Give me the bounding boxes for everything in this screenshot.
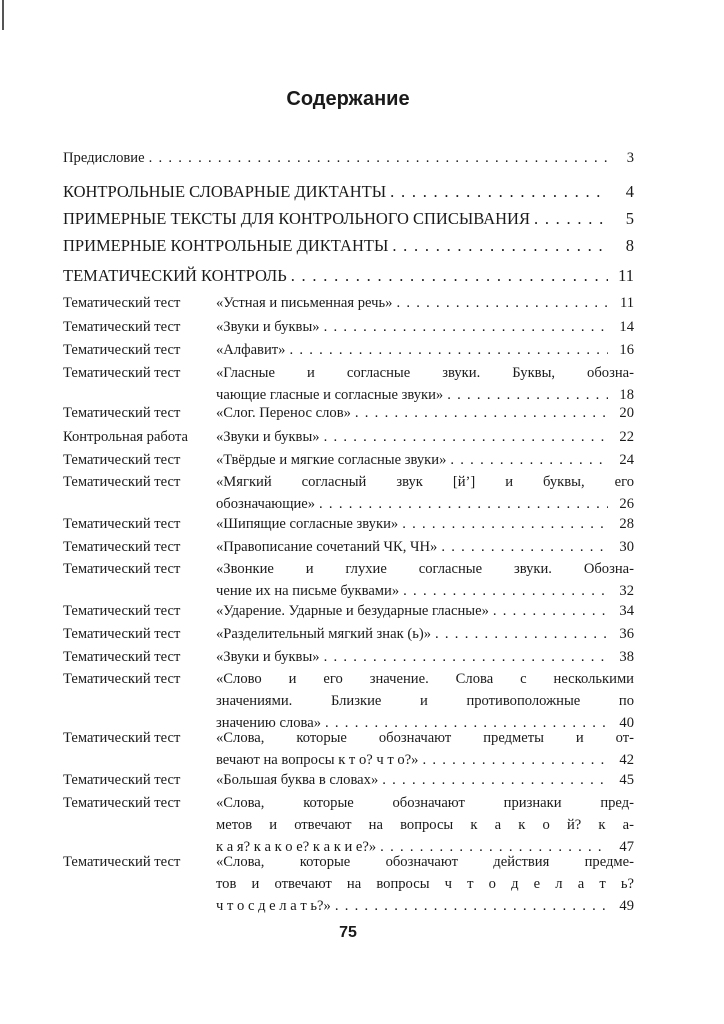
toc-entry-title: значениями. Близкие и противоположные по: [216, 693, 634, 709]
toc-entry-page: 3: [626, 150, 634, 166]
toc-entry-title: вечают на вопросы к т о? ч т о?»: [216, 752, 419, 768]
toc-entry-line[interactable]: [216, 402, 634, 424]
toc-entry-line[interactable]: [216, 814, 634, 836]
toc-entry-type: Тематический тест: [63, 854, 181, 870]
toc-entry-type: Тематический тест: [63, 295, 181, 311]
toc-entry-title: «Устная и письменная речь»: [216, 295, 393, 311]
toc-entry-page: 20: [619, 405, 634, 421]
toc-entry[interactable]: [63, 265, 634, 287]
toc-entry-page: 47: [619, 839, 634, 855]
toc-entry-type: Тематический тест: [63, 474, 181, 490]
dot-leader: [351, 402, 608, 424]
toc-entry-title: «Слово и его значение. Слова с несколькими: [216, 671, 634, 687]
dot-leader: [399, 580, 608, 602]
scan-edge-mark: [2, 0, 4, 30]
toc-entry-title: чение их на письме буквами»: [216, 583, 400, 599]
dot-leader: [437, 536, 608, 558]
toc-entry-page: 38: [619, 649, 634, 665]
toc-entry-line[interactable]: [216, 493, 634, 515]
toc-entry-page: 24: [619, 452, 634, 468]
dot-leader: [398, 513, 608, 535]
toc-entry-page: 14: [619, 319, 634, 335]
toc-entry-type: Тематический тест: [63, 539, 181, 555]
dot-leader: [530, 208, 608, 230]
dot-leader: [378, 769, 608, 791]
page-number: 75: [339, 924, 357, 941]
toc-entry-line[interactable]: [216, 792, 634, 814]
toc-entry-title: «Звуки и буквы»: [216, 319, 320, 335]
dot-leader: [145, 147, 608, 169]
dot-leader: [431, 623, 608, 645]
toc-entry-page: 40: [619, 715, 634, 731]
toc-entry-line[interactable]: [216, 873, 634, 895]
dot-leader: [489, 600, 608, 622]
toc-entry-title: обозначающие»: [216, 496, 316, 512]
toc-entry-page: 22: [619, 429, 634, 445]
toc-entry-line[interactable]: [216, 513, 634, 535]
toc-entry-line[interactable]: [216, 749, 634, 771]
toc-entry[interactable]: [63, 147, 634, 169]
toc-entry-line[interactable]: [216, 690, 634, 712]
toc-entry-line[interactable]: [216, 426, 634, 448]
toc-entry-type: Тематический тест: [63, 603, 181, 619]
toc-entry-page: 16: [619, 342, 634, 358]
toc-entry-title: метов и отвечают на вопросы к а к о й? к а-: [216, 817, 634, 833]
toc-entry-page: 49: [619, 898, 634, 914]
toc-entry-line[interactable]: [216, 558, 634, 580]
toc-entry-title: ПРИМЕРНЫЕ ТЕКСТЫ ДЛЯ КОНТРОЛЬНОГО СПИСЫВАНИЯ: [63, 209, 530, 228]
toc-entry-page: 26: [619, 496, 634, 512]
toc-entry-page: 32: [619, 583, 634, 599]
toc-entry-page: 28: [619, 516, 634, 532]
dot-leader: [320, 426, 608, 448]
toc-entry-line[interactable]: [216, 580, 634, 602]
dot-leader: [331, 895, 608, 917]
toc-entry-title: тов и отвечают на вопросы ч т о д е л а т ь?: [216, 876, 634, 892]
toc-entry-title: ПРИМЕРНЫЕ КОНТРОЛЬНЫЕ ДИКТАНТЫ: [63, 236, 389, 255]
toc-entry-title: к а я? к а к о е? к а к и е?»: [216, 839, 377, 855]
toc-entry[interactable]: [63, 208, 634, 230]
toc-entry-line[interactable]: [216, 769, 634, 791]
dot-leader: [320, 316, 608, 338]
toc-entry-page: 42: [619, 752, 634, 768]
toc-entry[interactable]: [63, 235, 634, 257]
toc-entry-page: 11: [618, 266, 634, 285]
dot-leader: [446, 449, 608, 471]
page-title: Содержание: [286, 88, 410, 110]
toc-entry-line[interactable]: [216, 851, 634, 873]
toc-entry-page: 5: [625, 209, 634, 228]
dot-leader: [285, 339, 608, 361]
toc-entry-type: Тематический тест: [63, 772, 181, 788]
toc-entry-title: «Мягкий согласный звук [й’] и буквы, его: [216, 474, 634, 490]
dot-leader: [320, 646, 608, 668]
toc-entry-type: Тематический тест: [63, 730, 181, 746]
toc-entry-line[interactable]: [216, 727, 634, 749]
toc-entry-title: «Алфавит»: [216, 342, 286, 358]
toc-entry-line[interactable]: [216, 316, 634, 338]
toc-entry-title: «Звуки и буквы»: [216, 429, 320, 445]
toc-entry-line[interactable]: [216, 339, 634, 361]
toc-entry-type: Тематический тест: [63, 452, 181, 468]
toc-entry-page: 8: [625, 236, 634, 255]
toc-entry-title: Предисловие: [63, 150, 145, 166]
toc-entry-title: «Звонкие и глухие согласные звуки. Обозна-: [216, 561, 634, 577]
toc-entry-type: Тематический тест: [63, 795, 181, 811]
toc-entry-line[interactable]: [216, 449, 634, 471]
toc-entry-title: чающие гласные и согласные звуки»: [216, 387, 444, 403]
toc-entry-title: «Большая буква в словах»: [216, 772, 379, 788]
toc-entry-title: ТЕМАТИЧЕСКИЙ КОНТРОЛЬ: [63, 266, 287, 285]
toc-entry-title: «Ударение. Ударные и безударные гласные»: [216, 603, 489, 619]
toc-entry-type: Тематический тест: [63, 561, 181, 577]
toc-entry-line[interactable]: [216, 536, 634, 558]
toc-entry-line[interactable]: [216, 362, 634, 384]
toc-entry-line[interactable]: [216, 623, 634, 645]
toc-entry-title: КОНТРОЛЬНЫЕ СЛОВАРНЫЕ ДИКТАНТЫ: [63, 182, 387, 201]
toc-entry[interactable]: [63, 181, 634, 203]
toc-entry-line[interactable]: [216, 668, 634, 690]
toc-entry-title: «Правописание сочетаний ЧК, ЧН»: [216, 539, 438, 555]
toc-entry-type: Тематический тест: [63, 319, 181, 335]
dot-leader: [388, 235, 608, 257]
toc-entry-title: «Слова, которые обозначают предметы и от-: [216, 730, 634, 746]
toc-entry-page: 4: [625, 182, 634, 201]
dot-leader: [386, 181, 608, 203]
toc-entry-title: «Твёрдые и мягкие согласные звуки»: [216, 452, 447, 468]
toc-entry-line[interactable]: [216, 292, 634, 314]
toc-entry-line[interactable]: [216, 646, 634, 668]
toc-entry-title: «Звуки и буквы»: [216, 649, 320, 665]
toc-entry-title: ч т о с д е л а т ь?»: [216, 898, 331, 914]
toc-entry-title: «Гласные и согласные звуки. Буквы, обозна-: [216, 365, 634, 381]
dot-leader: [392, 292, 608, 314]
toc-entry-type: Тематический тест: [63, 649, 181, 665]
toc-entry-title: «Слова, которые обозначают действия предме-: [216, 854, 634, 870]
toc-entry-page: 34: [619, 603, 634, 619]
toc-entry-page: 45: [619, 772, 634, 788]
toc-entry-type: Тематический тест: [63, 405, 181, 421]
toc-entry-page: 36: [619, 626, 634, 642]
toc-entry-title: «Разделительный мягкий знак (ь)»: [216, 626, 432, 642]
toc-entry-type: Тематический тест: [63, 342, 181, 358]
toc-entry-line[interactable]: [216, 895, 634, 917]
toc-entry-line[interactable]: [216, 471, 634, 493]
toc-entry-type: Тематический тест: [63, 365, 181, 381]
toc-entry-line[interactable]: [216, 600, 634, 622]
toc-entry-title: «Шипящие согласные звуки»: [216, 516, 399, 532]
toc-entry-type: Тематический тест: [63, 626, 181, 642]
toc-entry-type: Тематический тест: [63, 671, 181, 687]
toc-entry-page: 30: [619, 539, 634, 555]
toc-entry-page: 11: [619, 295, 634, 311]
toc-entry-title: «Слова, которые обозначают признаки пред-: [216, 795, 634, 811]
toc-entry-type: Тематический тест: [63, 516, 181, 532]
toc-entry-title: значению слова»: [216, 715, 321, 731]
dot-leader: [418, 749, 608, 771]
toc-entry-page: 18: [619, 387, 634, 403]
toc-entry-type: Контрольная работа: [63, 429, 188, 445]
toc-entry-title: «Слог. Перенос слов»: [216, 405, 351, 421]
dot-leader: [287, 265, 608, 287]
dot-leader: [315, 493, 608, 515]
